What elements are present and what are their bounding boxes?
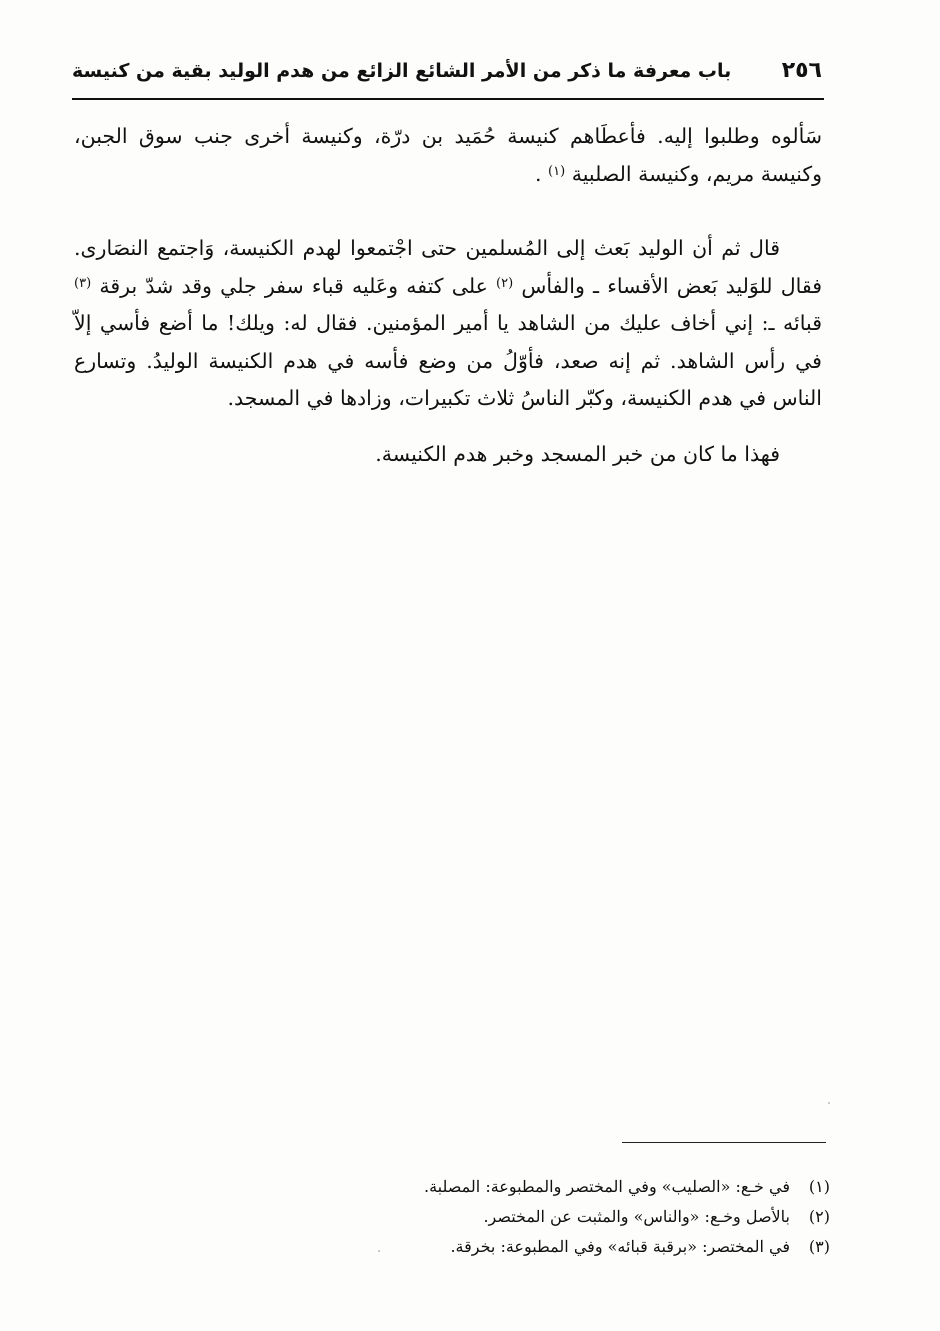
page-number: ٢٥٦ bbox=[781, 58, 822, 83]
footnote-text: في خـع: «الصليب» وفي المختصر والمطبوعة: المصلبة. bbox=[424, 1177, 790, 1196]
footnote-number: (٣) bbox=[808, 1237, 830, 1256]
header-rule bbox=[72, 98, 824, 100]
paragraph-2-part-1: قال ثم أن الوليد بَعث إلى المُسلمين حتى اجْتمعوا لهدم الكنيسة، وَاجتمع النصَارى. فقال للوَليد بَعض الأقساء ـ والفأس bbox=[74, 236, 822, 298]
footnotes bbox=[360, 1172, 830, 1262]
paragraph-3 bbox=[74, 436, 822, 474]
footnote-number: (٢) bbox=[808, 1207, 830, 1226]
scan-speck bbox=[378, 1250, 380, 1252]
footnote-number: (١) bbox=[808, 1177, 830, 1196]
page-header bbox=[72, 56, 822, 96]
paragraph-1-text: سَألوه وطلبوا إليه. فأعطَاهم كنيسة حُمَيد بن درّة، وكنيسة أخرى جنب سوق الجبن، وكنيسة مريم، وكنيسة الصلبية bbox=[74, 124, 822, 186]
footnote-separator bbox=[622, 1142, 826, 1143]
paragraph-3-text: فهذا ما كان من خبر المسجد وخبر هدم الكنيسة. bbox=[375, 441, 780, 466]
paragraph-2-part-3: قبائه ـ: إني أخاف عليك من الشاهد يا أمير المؤمنين. فقال له: ويلك! ما أضع فأسي إلاّ في رأس الشاهد. ثم إنه صعد، فأوّلُ من وضع فأسه في هدم الكنيسة الوليدُ. وتسارع الناس في هدم الكنيسة، وكبّر الناسُ ثلاث تكبيرات، وزادها في المسجد. bbox=[74, 311, 822, 410]
footnote-ref-2: (٢) bbox=[496, 275, 514, 291]
footnote-ref-3: (٣) bbox=[74, 275, 92, 291]
footnote-3 bbox=[360, 1232, 830, 1262]
running-head-title: باب معرفة ما ذكر من الأمر الشائع الزائع من هدم الوليد بقية من كنيسة bbox=[72, 60, 732, 82]
footnote-1 bbox=[360, 1172, 830, 1202]
main-text bbox=[74, 118, 822, 473]
scan-speck bbox=[828, 1102, 830, 1104]
footnote-2 bbox=[360, 1202, 830, 1232]
footnote-text: بالأصل وخـع: «والناس» والمثبت عن المختصر. bbox=[483, 1207, 790, 1226]
paragraph-1-end: . bbox=[534, 161, 549, 186]
paragraph-2-part-2: على كتفه وعَليه قباء سفر جلي وقد شدّ برقة bbox=[99, 273, 497, 298]
footnote-ref-1: (١) bbox=[548, 163, 566, 179]
paragraph-1 bbox=[74, 118, 822, 193]
footnote-text: في المختصر: «برقبة قبائه» وفي المطبوعة: بخرقة. bbox=[450, 1237, 790, 1256]
paragraph-2 bbox=[74, 230, 822, 418]
